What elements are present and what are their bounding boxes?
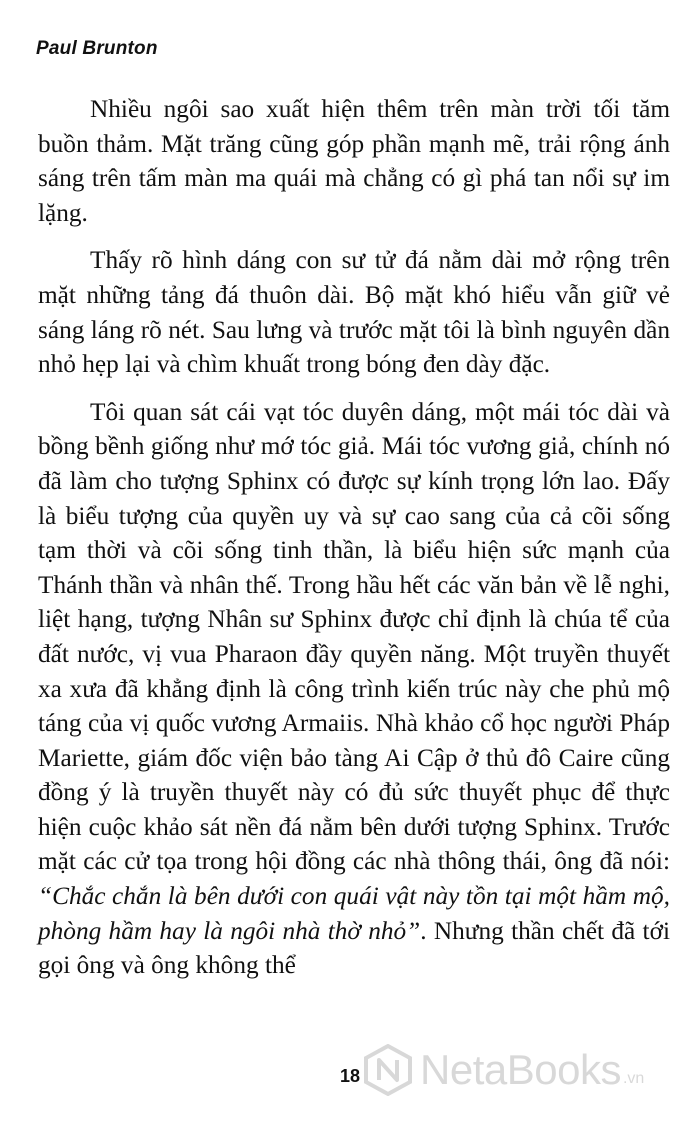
watermark-tld: .vn (622, 1070, 645, 1087)
body-text (38, 92, 670, 983)
paragraph-2: Thấy rõ hình dáng con sư tử đá nằm dài mở rộng trên mặt những tảng đá thuôn dài. Bộ mặt khó hiểu vẫn giữ vẻ sáng láng rõ nét. Sau lưng và trước mặt tôi là bình nguyên dần nhỏ hẹp lại và chìm khuất trong bóng đen dày đặc. (38, 246, 670, 379)
paragraph-1: Nhiều ngôi sao xuất hiện thêm trên màn trời tối tăm buồn thảm. Mặt trăng cũng góp phần mạnh mẽ, trải rộng ánh sáng trên tấm màn ma quái mà chẳng có gì phá tan nổi sự im lặng. (38, 95, 670, 227)
paragraph-3 (38, 395, 670, 983)
paragraph-3-text: Tôi quan sát cái vạt tóc duyên dáng, một mái tóc dài và bồng bềnh giống như mớ tóc giả. Mái tóc vương giả, chính nó đã làm cho tượng Sphinx có được sự kính trọng lớn lao. Đấy là biểu tượng của quyền uy và sự cao sang của cả cõi sống tạm thời và cõi sống tinh thần, là biểu hiện sức mạnh của Thánh thần và nhân thế. Trong hầu hết các văn bản về lễ nghi, liệt hạng, tượng Nhân sư Sphinx được chỉ định là chúa tể của đất nước, vị vua Pharaon đầy quyền năng. Một truyền thuyết xa xưa đã khẳng định là công trình kiến trúc này che phủ mộ táng của vị quốc vương Armaiis. Nhà khảo cổ học người Pháp Mariette, giám đốc viện bảo tàng Ai Cập ở thủ đô Caire cũng đồng ý là truyền thuyết này có đủ sức thuyết phục để thực hiện cuộc khảo sát nền đá nằm bên dưới tượng Sphinx. Trước mặt các cử tọa trong hội đồng các nhà thông thái, ông đã nói: (38, 397, 670, 876)
paragraph-3-tail: . Nhưng thần chết đã tới gọi ông và ông không thể (38, 916, 670, 980)
watermark-brand: NetaBooks (420, 1046, 621, 1093)
running-header-author: Paul Brunton (36, 38, 158, 59)
quote-italic: “Chắc chắn là bên dưới con quái vật này tồn tại một hầm mộ, phòng hầm hay là ngôi nhà thờ nhỏ” (38, 882, 670, 945)
page-number: 18 (339, 1066, 361, 1086)
